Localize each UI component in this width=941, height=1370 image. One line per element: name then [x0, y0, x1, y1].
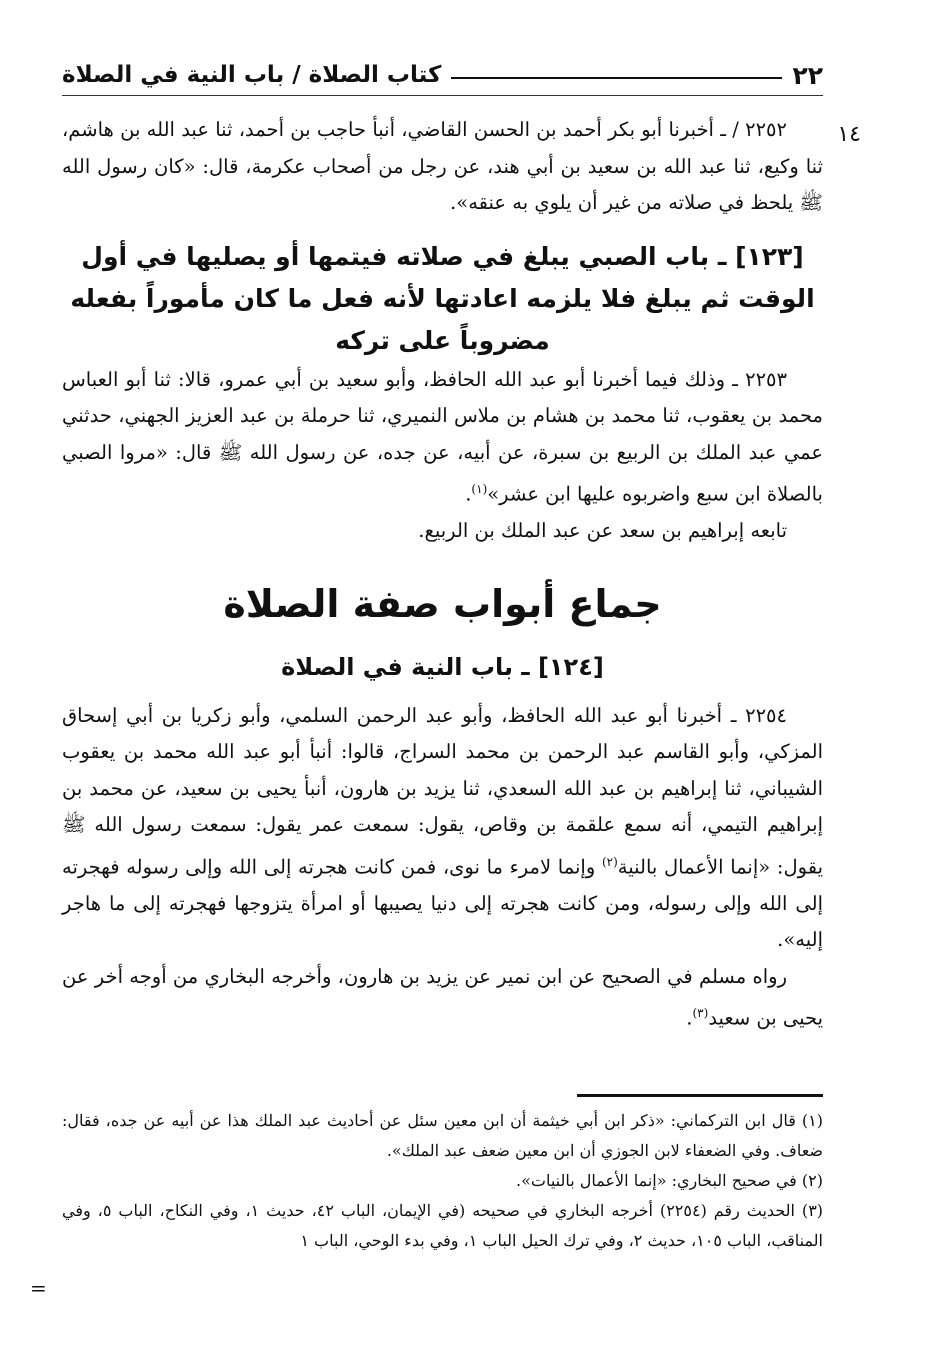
- running-header: [62, 58, 823, 92]
- hadith-2254-text-b: وإنما لامرء ما نوى، فمن كانت هجرته إلى الله وإلى رسوله فهجرته إلى الله وإلى رسوله، ومن كانت هجرته إلى دنيا يصيبها أو امرأة يتزوجها فهجرته إلى ما هاجر إليه».: [62, 855, 823, 951]
- margin-volume-number: ١٤: [837, 122, 861, 147]
- footnote-ref-3[interactable]: (٣): [692, 1006, 709, 1020]
- hadith-2254: [62, 698, 823, 959]
- page-number: ٢٢: [792, 60, 823, 90]
- text-column: [62, 112, 823, 1037]
- chapter-heading-123: [١٢٣] ـ باب الصبي يبلغ في صلاته فيتمها أو يصليها في أول الوقت ثم يبلغ فلا يلزمه اعادتها لأنه فعل ما كان مأموراً بفعله مضروباً على تركه: [70, 241, 815, 355]
- footnote-ref-1[interactable]: (١): [471, 482, 488, 496]
- rawahu-end: .: [686, 1006, 693, 1030]
- tabaahu-note: تابعه إبراهيم بن سعد عن عبد الملك بن الربيع.: [418, 519, 787, 542]
- footnote-3: (٣) الحديث رقم (٢٢٥٤) أخرجه البخاري في صحيحه (في الإيمان، الباب ٤٢، حديث ١، وفي النكاح، الباب ٥، وفي المناقب، الباب ١٠٥، حديث ٢، وفي ترك الحيل الباب ١، وفي بدء الوحي، الباب ١: [62, 1201, 824, 1250]
- header-rule: [451, 77, 782, 79]
- footnote-ref-2[interactable]: (٢): [601, 854, 618, 869]
- header-underline: [62, 95, 823, 96]
- continuation-mark: =: [30, 1276, 47, 1300]
- rawahu-note: [62, 959, 823, 1038]
- section-title: جماع أبواب صفة الصلاة: [223, 581, 662, 626]
- footnote-1: (١) قال ابن التركماني: «ذكر ابن أبي خيثمة أن ابن معين سئل عن أحاديث عبد الملك هذا عن أبيه عن جده، فقال: ضعاف. وفي الضعفاء لابن الجوزي أن ابن معين ضعف عبد الملك».: [62, 1111, 824, 1160]
- footnote-rule: [577, 1094, 823, 1097]
- hadith-2253-end: .: [465, 482, 472, 506]
- hadith-2254-text-a: ٢٢٥٤ ـ أخبرنا أبو عبد الله الحافظ، وأبو عبد الرحمن السلمي، وأبو زكريا بن أبي إسحاق المزكي، وأبو القاسم عبد الرحمن بن محمد السراج، قالوا: أنبأ أبو عبد الله محمد بن يعقوب الشيباني، ثنا إبراهيم بن عبد الله السعدي، ثنا يزيد بن هارون، أنبأ يحيى بن سعيد، عن محمد بن إبراهيم التيمي، أنه سمع علقمة بن وقاص، يقول: سمعت عمر يقول: سمعت رسول الله ﷺ يقول: «إنما الأعمال بالنية: [62, 703, 823, 878]
- hadith-2253: [62, 362, 823, 514]
- footnotes: [62, 1106, 823, 1256]
- running-title: كتاب الصلاة / باب النية في الصلاة: [62, 62, 442, 88]
- hadith-2252: ٢٢٥٢ / ـ أخبرنا أبو بكر أحمد بن الحسن القاضي، أنبأ حاجب بن أحمد، ثنا عبد الله بن هاشم، ثنا وكيع، ثنا عبد الله بن سعيد بن أبي هند، عن رجل من أصحاب عكرمة، قال: «كان رسول الله ﷺ يلحظ في صلاته من غير أن يلوي به عنقه».: [62, 118, 823, 214]
- footnote-2: (٢) في صحيح البخاري: «إنما الأعمال بالنيات».: [516, 1171, 823, 1190]
- rawahu-text: رواه مسلم في الصحيح عن ابن نمير عن يزيد بن هارون، وأخرجه البخاري من أوجه أخر عن يحيى بن سعيد: [62, 964, 823, 1030]
- hadith-2253-text: ٢٢٥٣ ـ وذلك فيما أخبرنا أبو عبد الله الحافظ، وأبو سعيد بن أبي عمرو، قالا: ثنا أبو العباس محمد بن يعقوب، ثنا محمد بن هشام بن ملاس النميري، ثنا حرملة بن عبد العزيز الجهني، حدثني عمي عبد الملك بن الربيع بن سبرة، عن أبيه، عن جده، عن رسول الله ﷺ قال: «مروا الصبي بالصلاة ابن سبع واضربوه عليها ابن عشر»: [62, 367, 823, 506]
- chapter-heading-124: [١٢٤] ـ باب النية في الصلاة: [281, 652, 604, 681]
